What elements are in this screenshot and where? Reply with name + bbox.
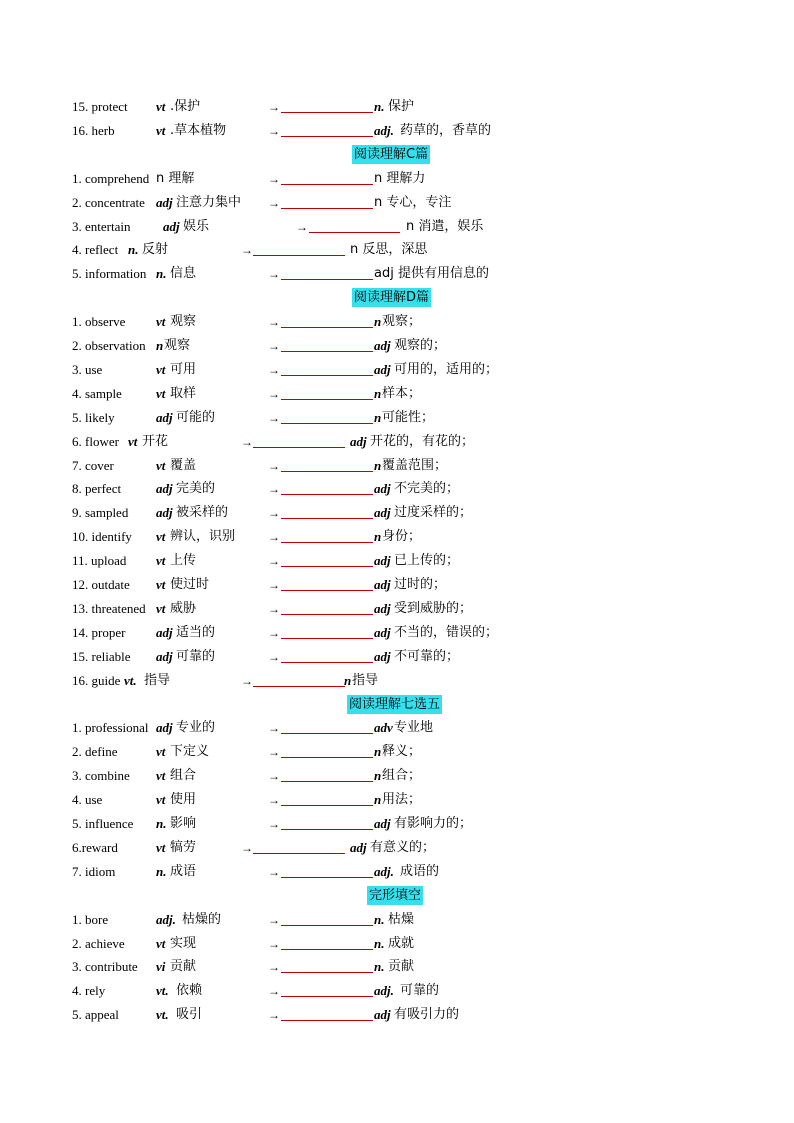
target-part-of-speech: n bbox=[374, 792, 382, 808]
chinese-meaning: .草本植物 bbox=[170, 122, 227, 138]
chinese-meaning: 被采样的 bbox=[176, 505, 229, 521]
target-part-of-speech: n bbox=[374, 744, 382, 760]
target-part-of-speech: n. bbox=[374, 935, 385, 951]
word-number: 15. protect bbox=[72, 99, 128, 114]
target-part-of-speech: adj bbox=[374, 600, 391, 616]
arrow-icon: → bbox=[268, 936, 280, 951]
chinese-meaning: 可用 bbox=[170, 361, 197, 377]
vocab-row bbox=[0, 717, 794, 739]
arrow-icon: → bbox=[268, 578, 280, 592]
answer-blank[interactable] bbox=[281, 207, 373, 209]
target-meaning: 有吸引力的 bbox=[394, 1007, 460, 1023]
vocab-row bbox=[0, 335, 794, 357]
chinese-meaning: 指导 bbox=[144, 672, 171, 688]
target-meaning: 覆盖范围； bbox=[382, 457, 448, 473]
vocab-row bbox=[0, 263, 794, 285]
vocab-row bbox=[0, 96, 794, 118]
arrow-icon: → bbox=[268, 195, 280, 210]
target-meaning: 保护 bbox=[388, 99, 415, 114]
part-of-speech: vi bbox=[156, 959, 166, 975]
word-number: 13. threatened bbox=[72, 600, 146, 616]
target-meaning: 过时的； bbox=[394, 577, 447, 592]
part-of-speech: n. bbox=[128, 242, 139, 258]
chinese-meaning: 观察 bbox=[164, 338, 191, 353]
arrow-icon: → bbox=[268, 100, 280, 114]
answer-blank[interactable] bbox=[281, 732, 373, 734]
vocab-row bbox=[0, 1004, 794, 1026]
arrow-icon: → bbox=[268, 123, 280, 138]
arrow-icon: → bbox=[268, 267, 280, 282]
section-heading: 阅读理解七选五 bbox=[349, 696, 441, 712]
answer-blank[interactable] bbox=[281, 1019, 373, 1021]
part-of-speech: n bbox=[156, 338, 164, 353]
answer-blank[interactable] bbox=[281, 637, 373, 639]
answer-blank[interactable] bbox=[281, 326, 373, 328]
part-of-speech: vt. bbox=[156, 1007, 169, 1023]
chinese-meaning: 专业的 bbox=[176, 720, 216, 736]
target-meaning: 观察； bbox=[382, 314, 422, 330]
part-of-speech: adj bbox=[156, 720, 173, 736]
target-meaning: 不当的，错误的； bbox=[394, 624, 499, 640]
vocab-row bbox=[0, 455, 794, 477]
vocab-row bbox=[0, 239, 794, 261]
part-of-speech: vt bbox=[156, 122, 166, 138]
answer-blank[interactable] bbox=[253, 685, 345, 687]
vocab-row bbox=[0, 383, 794, 405]
answer-blank[interactable] bbox=[281, 828, 373, 830]
chinese-meaning: 威胁 bbox=[170, 600, 197, 616]
target-part-of-speech: adj bbox=[374, 816, 391, 831]
word-number: 6. flower bbox=[72, 433, 119, 449]
answer-blank[interactable] bbox=[281, 398, 373, 400]
answer-blank[interactable] bbox=[281, 493, 373, 495]
vocab-row bbox=[0, 789, 794, 811]
chinese-meaning: 枯燥的 bbox=[182, 911, 222, 927]
part-of-speech: vt bbox=[156, 361, 166, 377]
target-meaning: 组合； bbox=[382, 768, 422, 784]
target-meaning: 指导 bbox=[352, 672, 379, 688]
part-of-speech: adj bbox=[156, 648, 173, 664]
part-of-speech: adj bbox=[163, 218, 180, 234]
answer-blank[interactable] bbox=[281, 422, 373, 424]
part-of-speech: vt bbox=[128, 433, 138, 449]
target-part-of-speech: adj. bbox=[374, 122, 394, 138]
target-part-of-speech: adj bbox=[374, 648, 391, 664]
part-of-speech: vt bbox=[156, 553, 166, 569]
chinese-meaning: 使用 bbox=[170, 792, 197, 808]
arrow-icon: → bbox=[268, 554, 280, 569]
target-meaning: 可用的，适用的； bbox=[394, 361, 499, 377]
word-number: 7. idiom bbox=[72, 863, 116, 879]
arrow-icon: → bbox=[268, 601, 280, 616]
vocab-row bbox=[0, 359, 794, 381]
vocab-row bbox=[0, 670, 794, 692]
chinese-meaning: 下定义 bbox=[170, 744, 210, 760]
target-part-of-speech: adj bbox=[374, 624, 391, 640]
chinese-meaning: 取样 bbox=[170, 385, 197, 401]
target-part-of-speech: n bbox=[374, 457, 382, 473]
vocab-row bbox=[0, 956, 794, 978]
word-number: 2. define bbox=[72, 744, 118, 760]
part-of-speech: vt bbox=[156, 600, 166, 616]
chinese-meaning: 成语 bbox=[170, 863, 197, 879]
target-part-of-speech: n. bbox=[374, 911, 385, 927]
target-part-of-speech: n bbox=[374, 529, 382, 545]
chinese-meaning: 娱乐 bbox=[183, 218, 210, 234]
section-heading: 完形填空 bbox=[369, 887, 422, 903]
target-meaning: adj 提供有用信息的 bbox=[374, 266, 489, 282]
target-part-of-speech: adj bbox=[350, 433, 367, 449]
part-of-speech: vt. bbox=[124, 672, 137, 688]
target-meaning: 已上传的； bbox=[394, 553, 460, 569]
chinese-meaning: 可靠的 bbox=[176, 648, 216, 664]
target-meaning: 药草的，香草的 bbox=[400, 122, 492, 138]
target-part-of-speech: n. bbox=[374, 959, 385, 975]
part-of-speech: vt bbox=[156, 577, 166, 592]
target-meaning: 开花的，有花的； bbox=[370, 433, 475, 449]
word-number: 1. professional bbox=[72, 720, 149, 736]
chinese-meaning: 上传 bbox=[170, 553, 197, 569]
part-of-speech: vt bbox=[156, 792, 166, 808]
word-number: 11. upload bbox=[72, 553, 127, 569]
arrow-icon: → bbox=[241, 840, 253, 855]
word-number: 4. reflect bbox=[72, 242, 119, 258]
vocab-row bbox=[0, 861, 794, 883]
section-heading: 阅读理解C篇 bbox=[354, 146, 429, 162]
word-number: 7. cover bbox=[72, 457, 114, 473]
target-meaning: 不可靠的； bbox=[394, 648, 460, 664]
part-of-speech: adj bbox=[156, 624, 173, 640]
vocab-row bbox=[0, 622, 794, 644]
part-of-speech: n. bbox=[156, 816, 167, 831]
chinese-meaning: 犒劳 bbox=[170, 839, 197, 855]
arrow-icon: → bbox=[268, 362, 280, 377]
target-meaning: 有意义的； bbox=[370, 839, 436, 855]
target-meaning: 贡献 bbox=[388, 959, 415, 975]
vocab-row bbox=[0, 574, 794, 596]
word-number: 2. achieve bbox=[72, 935, 125, 951]
arrow-icon: → bbox=[268, 410, 280, 425]
target-meaning: 可能性； bbox=[382, 409, 435, 425]
target-meaning: 身份； bbox=[382, 529, 422, 545]
target-part-of-speech: n bbox=[374, 768, 382, 784]
target-part-of-speech: adj bbox=[374, 481, 391, 497]
word-number: 1. comprehend bbox=[72, 170, 150, 186]
arrow-icon: → bbox=[268, 960, 280, 975]
arrow-icon: → bbox=[241, 673, 253, 688]
word-number: 5. likely bbox=[72, 409, 115, 425]
target-part-of-speech: adj bbox=[374, 505, 391, 521]
chinese-meaning: .保护 bbox=[170, 99, 201, 114]
target-part-of-speech: n bbox=[344, 672, 352, 688]
part-of-speech: n. bbox=[156, 863, 167, 879]
vocab-row bbox=[0, 407, 794, 429]
word-number: 1. observe bbox=[72, 314, 126, 330]
arrow-icon: → bbox=[268, 171, 280, 186]
arrow-icon: → bbox=[241, 434, 253, 449]
target-meaning: n 反思，深思 bbox=[350, 242, 428, 258]
chinese-meaning: 贡献 bbox=[170, 959, 197, 975]
arrow-icon: → bbox=[268, 864, 280, 879]
word-number: 8. perfect bbox=[72, 481, 122, 497]
word-number: 16. guide bbox=[72, 672, 121, 688]
target-meaning: 不完美的； bbox=[394, 481, 460, 497]
target-meaning: 成语的 bbox=[400, 863, 440, 879]
answer-blank[interactable] bbox=[309, 231, 400, 233]
part-of-speech: vt bbox=[156, 529, 166, 545]
target-meaning: 成就 bbox=[388, 935, 415, 951]
answer-blank[interactable] bbox=[281, 565, 373, 567]
arrow-icon: → bbox=[268, 721, 280, 736]
word-number: 2. concentrate bbox=[72, 194, 145, 210]
target-part-of-speech: adv bbox=[374, 720, 393, 736]
target-meaning: 专业地 bbox=[394, 720, 434, 736]
arrow-icon: → bbox=[268, 769, 280, 784]
chinese-meaning: 适当的 bbox=[176, 624, 216, 640]
part-of-speech: adj bbox=[156, 505, 173, 521]
target-meaning: 释义； bbox=[382, 744, 422, 760]
arrow-icon: → bbox=[268, 386, 280, 401]
word-number: 3. combine bbox=[72, 768, 130, 784]
answer-blank[interactable] bbox=[281, 924, 373, 926]
part-of-speech: vt bbox=[156, 839, 166, 855]
vocab-row bbox=[0, 646, 794, 668]
answer-blank[interactable] bbox=[281, 804, 373, 806]
target-part-of-speech: adj bbox=[374, 361, 391, 377]
vocab-row bbox=[0, 837, 794, 859]
vocab-row bbox=[0, 502, 794, 524]
answer-blank[interactable] bbox=[281, 948, 373, 950]
chinese-meaning: 开花 bbox=[142, 433, 169, 449]
arrow-icon: → bbox=[268, 625, 280, 640]
answer-blank[interactable] bbox=[281, 183, 373, 185]
answer-blank[interactable] bbox=[281, 135, 373, 137]
target-meaning: 枯燥 bbox=[388, 911, 415, 927]
answer-blank[interactable] bbox=[281, 350, 373, 352]
word-number: 5. information bbox=[72, 266, 147, 282]
chinese-meaning: 观察 bbox=[170, 314, 197, 330]
target-part-of-speech: adj bbox=[374, 577, 391, 592]
vocab-row bbox=[0, 168, 794, 190]
answer-blank[interactable] bbox=[281, 756, 373, 758]
arrow-icon: → bbox=[268, 649, 280, 664]
part-of-speech: adj. bbox=[156, 911, 176, 927]
arrow-icon: → bbox=[268, 817, 280, 831]
answer-blank[interactable] bbox=[281, 589, 373, 591]
part-of-speech: adj bbox=[156, 194, 173, 210]
answer-blank[interactable] bbox=[281, 541, 373, 543]
word-number: 1. bore bbox=[72, 911, 109, 927]
word-number: 3. use bbox=[72, 361, 103, 377]
chinese-meaning: 使过时 bbox=[170, 577, 210, 592]
chinese-meaning: 吸引 bbox=[176, 1007, 203, 1023]
arrow-icon: → bbox=[268, 315, 280, 330]
target-meaning: 受到威胁的； bbox=[394, 600, 473, 616]
part-of-speech: adj bbox=[156, 481, 173, 497]
answer-blank[interactable] bbox=[253, 852, 345, 854]
arrow-icon: → bbox=[268, 530, 280, 545]
vocab-row bbox=[0, 120, 794, 142]
answer-blank[interactable] bbox=[281, 780, 373, 782]
word-number: 14. proper bbox=[72, 624, 126, 640]
vocab-row bbox=[0, 526, 794, 548]
vocab-row bbox=[0, 933, 794, 955]
answer-blank[interactable] bbox=[253, 254, 345, 256]
word-number: 16. herb bbox=[72, 122, 115, 138]
arrow-icon: → bbox=[296, 219, 308, 234]
chinese-meaning: 辨认，识别 bbox=[170, 529, 236, 545]
target-part-of-speech: adj bbox=[374, 338, 391, 353]
word-number: 3. entertain bbox=[72, 218, 131, 234]
chinese-meaning: 注意力集中 bbox=[176, 194, 242, 210]
arrow-icon: → bbox=[268, 912, 280, 927]
section-heading: 阅读理解D篇 bbox=[354, 290, 430, 306]
vocab-row bbox=[0, 813, 794, 835]
arrow-icon: → bbox=[241, 243, 253, 258]
answer-blank[interactable] bbox=[281, 661, 373, 663]
arrow-icon: → bbox=[268, 1008, 280, 1023]
word-number: 3. contribute bbox=[72, 959, 138, 975]
chinese-meaning: 覆盖 bbox=[170, 457, 197, 473]
word-number: 9. sampled bbox=[72, 505, 129, 521]
arrow-icon: → bbox=[268, 745, 280, 760]
chinese-meaning: 完美的 bbox=[176, 481, 216, 497]
target-part-of-speech: adj. bbox=[374, 863, 394, 879]
answer-blank[interactable] bbox=[281, 613, 373, 615]
vocab-row bbox=[0, 598, 794, 620]
arrow-icon: → bbox=[268, 984, 280, 999]
target-meaning: n 消遣，娱乐 bbox=[406, 218, 484, 234]
part-of-speech: vt bbox=[156, 935, 166, 951]
word-number: 2. observation bbox=[72, 338, 146, 353]
vocab-row bbox=[0, 192, 794, 214]
word-number: 4. use bbox=[72, 792, 103, 808]
target-meaning: 观察的； bbox=[394, 338, 447, 353]
arrow-icon: → bbox=[268, 506, 280, 521]
arrow-icon: → bbox=[268, 793, 280, 808]
chinese-meaning: 实现 bbox=[170, 935, 197, 951]
answer-blank[interactable] bbox=[281, 517, 373, 519]
target-meaning: n 理解力 bbox=[374, 170, 426, 186]
part-of-speech: vt bbox=[156, 314, 166, 330]
target-part-of-speech: adj. bbox=[374, 983, 394, 999]
vocab-row bbox=[0, 550, 794, 572]
target-meaning: 过度采样的； bbox=[394, 505, 473, 521]
chinese-meaning: 可能的 bbox=[176, 409, 216, 425]
chinese-meaning: 影响 bbox=[170, 816, 197, 831]
vocab-row bbox=[0, 765, 794, 787]
arrow-icon: → bbox=[268, 339, 280, 353]
part-of-speech: n. bbox=[156, 266, 167, 282]
answer-blank[interactable] bbox=[281, 995, 373, 997]
answer-blank[interactable] bbox=[281, 876, 373, 878]
chinese-meaning: 组合 bbox=[170, 768, 197, 784]
vocab-row bbox=[0, 431, 794, 453]
word-number: 15. reliable bbox=[72, 648, 131, 664]
word-number: 10. identify bbox=[72, 529, 132, 545]
vocab-row bbox=[0, 741, 794, 763]
target-meaning: 可靠的 bbox=[400, 983, 440, 999]
answer-blank[interactable] bbox=[281, 278, 373, 280]
target-meaning: 有影响力的； bbox=[394, 816, 473, 831]
vocab-row bbox=[0, 980, 794, 1002]
word-number: 5. appeal bbox=[72, 1007, 119, 1023]
part-of-speech: adj bbox=[156, 409, 173, 425]
target-part-of-speech: n bbox=[374, 314, 382, 330]
word-number: 4. sample bbox=[72, 385, 122, 401]
arrow-icon: → bbox=[268, 458, 280, 473]
vocab-row bbox=[0, 311, 794, 333]
chinese-meaning: 依赖 bbox=[176, 983, 203, 999]
answer-blank[interactable] bbox=[253, 446, 345, 448]
answer-blank[interactable] bbox=[281, 470, 373, 472]
target-part-of-speech: n bbox=[374, 385, 382, 401]
arrow-icon: → bbox=[268, 482, 280, 497]
vocab-row bbox=[0, 216, 794, 238]
target-part-of-speech: n bbox=[374, 409, 382, 425]
target-meaning: 用法； bbox=[382, 792, 422, 808]
word-number: 4. rely bbox=[72, 983, 106, 999]
vocab-row bbox=[0, 478, 794, 500]
chinese-meaning: n 理解 bbox=[156, 170, 195, 186]
target-meaning: n 专心，专注 bbox=[374, 194, 452, 210]
part-of-speech: vt bbox=[156, 744, 166, 760]
part-of-speech: vt. bbox=[156, 983, 169, 999]
part-of-speech: vt bbox=[156, 457, 166, 473]
word-number: 12. outdate bbox=[72, 577, 130, 592]
target-part-of-speech: adj bbox=[350, 839, 367, 855]
answer-blank[interactable] bbox=[281, 971, 373, 973]
target-part-of-speech: n. bbox=[374, 99, 385, 114]
answer-blank[interactable] bbox=[281, 111, 373, 113]
target-part-of-speech: adj bbox=[374, 553, 391, 569]
word-number: 5. influence bbox=[72, 816, 134, 831]
target-part-of-speech: adj bbox=[374, 1007, 391, 1023]
part-of-speech: vt bbox=[156, 99, 166, 114]
chinese-meaning: 信息 bbox=[170, 266, 197, 282]
target-meaning: 样本； bbox=[382, 385, 422, 401]
word-number: 6.reward bbox=[72, 839, 118, 855]
answer-blank[interactable] bbox=[281, 374, 373, 376]
vocab-row bbox=[0, 909, 794, 931]
chinese-meaning: 反射 bbox=[142, 242, 169, 258]
part-of-speech: vt bbox=[156, 768, 166, 784]
part-of-speech: vt bbox=[156, 385, 166, 401]
